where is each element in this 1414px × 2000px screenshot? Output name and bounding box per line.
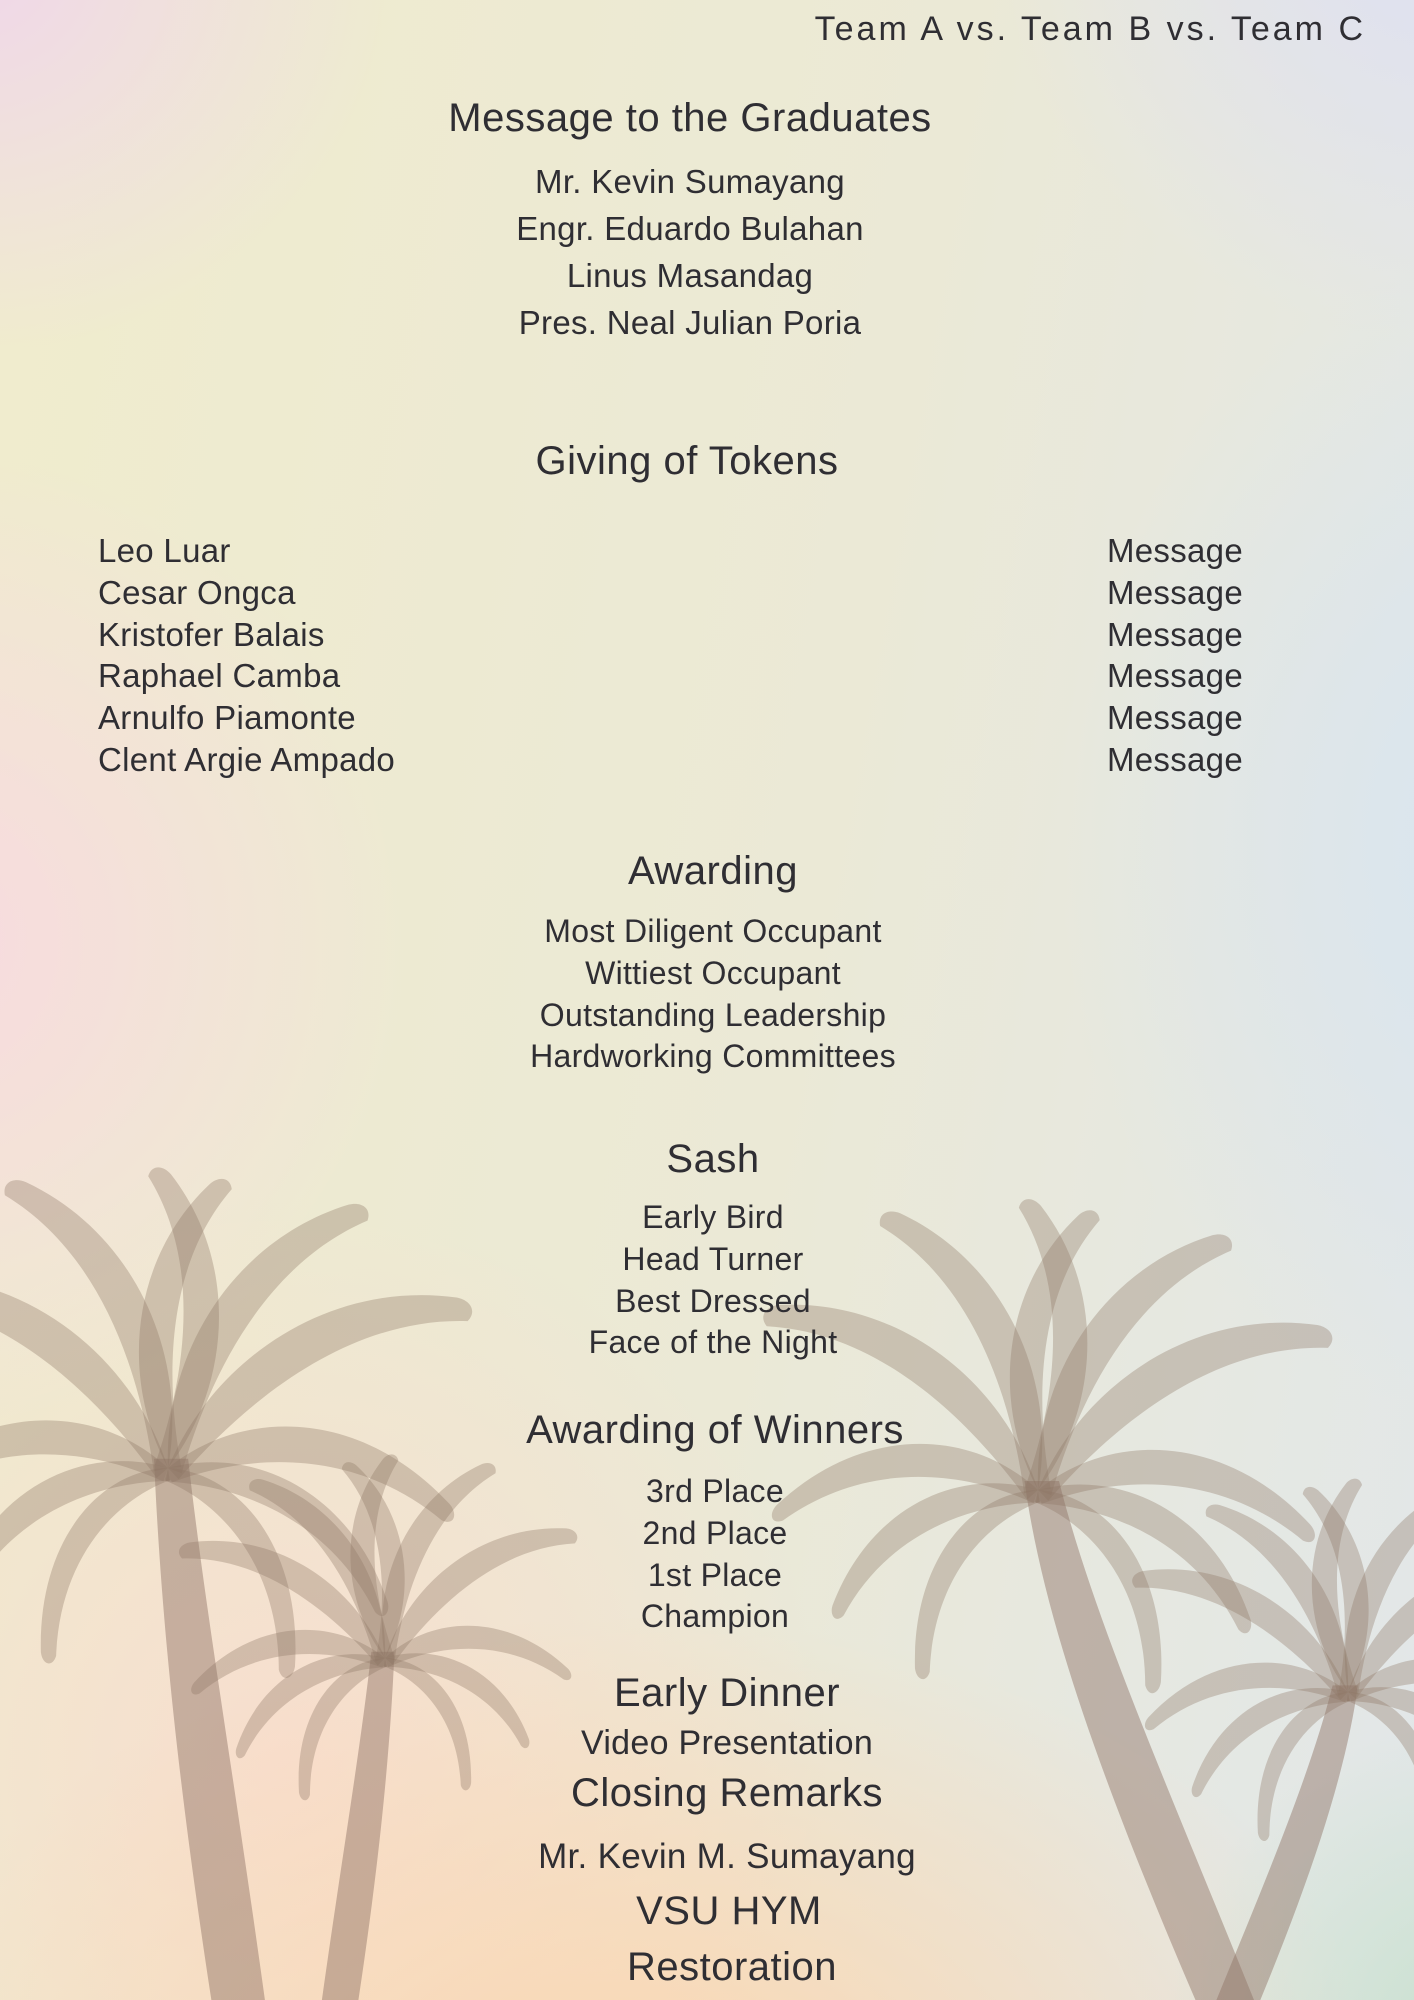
video-presentation-line: Video Presentation — [580, 1724, 874, 1762]
winner-place: 2nd Place — [642, 1514, 788, 1551]
hymn-line: VSU HYM — [636, 1889, 822, 1933]
token-recipient-name: Clent Argie Ampado — [98, 740, 396, 778]
token-recipient-name: Cesar Ongca — [98, 573, 296, 611]
versus-line: Team A vs. Team B vs. Team C — [814, 10, 1366, 48]
section-title-giving-of-tokens: Giving of Tokens — [535, 439, 839, 483]
token-item-label: Message — [1106, 532, 1243, 569]
section-title-awarding-of-winners: Awarding of Winners — [526, 1408, 904, 1452]
token-recipient-name: Arnulfo Piamonte — [98, 699, 356, 737]
winner-place: 3rd Place — [646, 1473, 784, 1509]
sash-list — [6, 1197, 1414, 1364]
closing-song-line: Restoration — [626, 1945, 838, 1989]
sash-award-name: Face of the Night — [588, 1324, 838, 1361]
token-item-label: Message — [1106, 573, 1243, 611]
token-item-label: Message — [1106, 740, 1243, 778]
speaker-name: Engr. Eduardo Bulahan — [516, 210, 864, 247]
award-name: Hardworking Committees — [530, 1038, 896, 1075]
winner-place: 1st Place — [647, 1556, 783, 1593]
speaker-name: Pres. Neal Julian Poria — [518, 304, 862, 341]
award-name: Wittiest Occupant — [585, 954, 841, 991]
closing-speaker-name: Mr. Kevin M. Sumayang — [538, 1837, 916, 1876]
section-title-sash: Sash — [666, 1137, 760, 1181]
token-recipients-column — [98, 530, 395, 781]
sash-award-name: Early Bird — [642, 1199, 784, 1235]
token-items-column — [1107, 530, 1243, 781]
section-title-early-dinner: Early Dinner — [613, 1671, 841, 1715]
token-item-label: Message — [1106, 615, 1243, 653]
speaker-name: Linus Masandag — [566, 257, 814, 294]
section-title-message-to-graduates: Message to the Graduates — [448, 96, 932, 140]
token-recipient-name: Kristofer Balais — [98, 615, 325, 653]
speaker-name: Mr. Kevin Sumayang — [535, 163, 845, 200]
section-title-awarding: Awarding — [627, 849, 799, 893]
token-recipient-name: Raphael Camba — [98, 657, 341, 695]
message-speakers-list — [0, 158, 1397, 346]
winner-place: Champion — [640, 1598, 790, 1635]
token-item-label: Message — [1106, 699, 1243, 737]
awarding-list — [6, 911, 1414, 1078]
token-recipient-name: Leo Luar — [98, 532, 231, 569]
sash-award-name: Best Dressed — [615, 1282, 811, 1319]
winners-list — [8, 1471, 1414, 1638]
section-title-closing-remarks: Closing Remarks — [570, 1771, 884, 1815]
award-name: Outstanding Leadership — [539, 996, 887, 1033]
token-item-label: Message — [1106, 657, 1243, 695]
award-name: Most Diligent Occupant — [544, 913, 882, 949]
sash-award-name: Head Turner — [622, 1240, 804, 1277]
